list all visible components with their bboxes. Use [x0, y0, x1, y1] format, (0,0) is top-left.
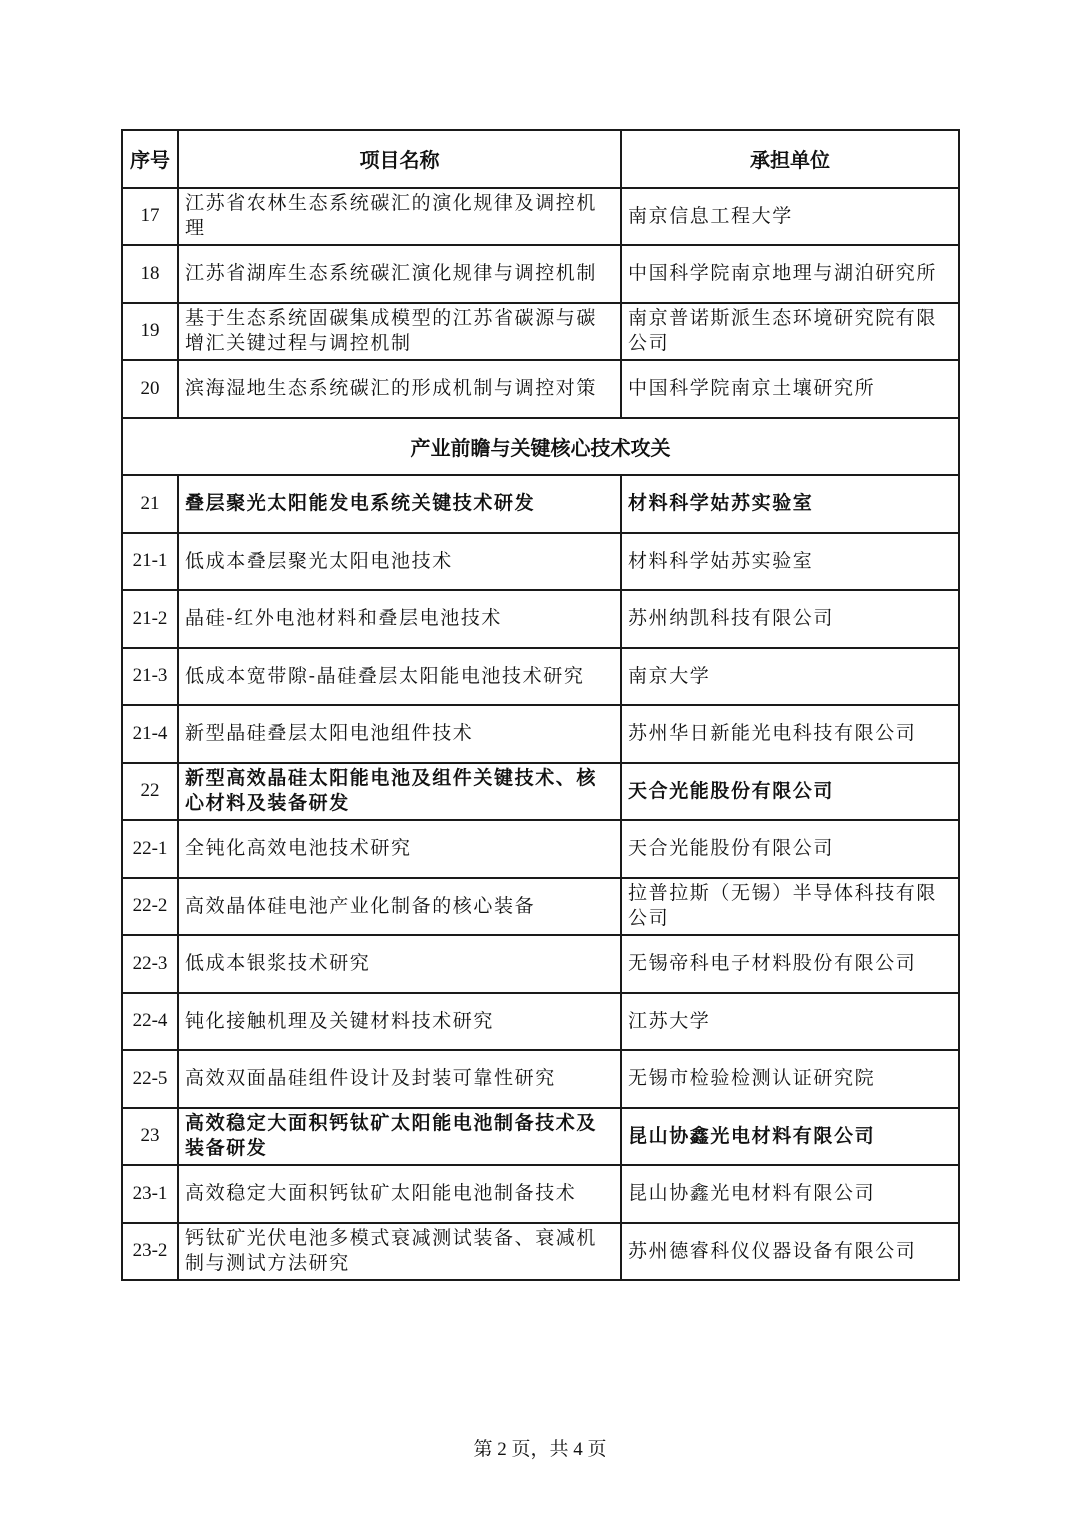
row-serial: 18 [122, 245, 178, 303]
table-row [122, 878, 959, 936]
table-row [122, 245, 959, 303]
row-serial: 22-2 [122, 878, 178, 936]
table-row [122, 1108, 959, 1166]
row-unit: 南京信息工程大学 [621, 188, 959, 246]
row-project-name: 新型晶硅叠层太阳电池组件技术 [178, 705, 621, 763]
row-serial: 21-2 [122, 590, 178, 648]
table-row [122, 303, 959, 361]
row-project-name: 低成本叠层聚光太阳电池技术 [178, 533, 621, 591]
row-unit: 昆山协鑫光电材料有限公司 [621, 1165, 959, 1223]
table-row [122, 590, 959, 648]
table-row [122, 1165, 959, 1223]
table-row [122, 648, 959, 706]
row-serial: 22-3 [122, 935, 178, 993]
row-serial: 20 [122, 360, 178, 418]
row-unit: 拉普拉斯（无锡）半导体科技有限公司 [621, 878, 959, 936]
row-serial: 19 [122, 303, 178, 361]
row-project-name: 钝化接触机理及关键材料技术研究 [178, 993, 621, 1051]
row-serial: 22-4 [122, 993, 178, 1051]
table-row [122, 1050, 959, 1108]
row-project-name: 江苏省湖库生态系统碳汇演化规律与调控机制 [178, 245, 621, 303]
row-project-name: 高效稳定大面积钙钛矿太阳能电池制备技术及装备研发 [178, 1108, 621, 1166]
row-project-name: 滨海湿地生态系统碳汇的形成机制与调控对策 [178, 360, 621, 418]
row-project-name: 叠层聚光太阳能发电系统关键技术研发 [178, 475, 621, 533]
row-serial: 22 [122, 763, 178, 821]
table-row [122, 360, 959, 418]
row-unit: 天合光能股份有限公司 [621, 763, 959, 821]
row-unit: 中国科学院南京地理与湖泊研究所 [621, 245, 959, 303]
table-row [122, 935, 959, 993]
row-serial: 21-3 [122, 648, 178, 706]
row-project-name: 新型高效晶硅太阳能电池及组件关键技术、核心材料及装备研发 [178, 763, 621, 821]
row-serial: 23-2 [122, 1223, 178, 1281]
row-unit: 苏州纳凯科技有限公司 [621, 590, 959, 648]
row-unit: 苏州华日新能光电科技有限公司 [621, 705, 959, 763]
row-project-name: 江苏省农林生态系统碳汇的演化规律及调控机理 [178, 188, 621, 246]
row-serial: 21-1 [122, 533, 178, 591]
row-unit: 昆山协鑫光电材料有限公司 [621, 1108, 959, 1166]
row-serial: 23-1 [122, 1165, 178, 1223]
table-row [122, 993, 959, 1051]
header-serial: 序号 [122, 130, 178, 188]
table-row [122, 763, 959, 821]
row-unit: 江苏大学 [621, 993, 959, 1051]
page-footer: 第 2 页，共 4 页 [473, 1439, 607, 1460]
row-serial: 17 [122, 188, 178, 246]
row-project-name: 高效双面晶硅组件设计及封装可靠性研究 [178, 1050, 621, 1108]
table-row [122, 1223, 959, 1281]
row-unit: 无锡帝科电子材料股份有限公司 [621, 935, 959, 993]
row-serial: 22-5 [122, 1050, 178, 1108]
row-project-name: 钙钛矿光伏电池多模式衰减测试装备、衰减机制与测试方法研究 [178, 1223, 621, 1281]
row-serial: 21-4 [122, 705, 178, 763]
header-unit: 承担单位 [621, 130, 959, 188]
row-serial: 22-1 [122, 820, 178, 878]
row-project-name: 低成本宽带隙-晶硅叠层太阳能电池技术研究 [178, 648, 621, 706]
row-serial: 21 [122, 475, 178, 533]
row-unit: 南京大学 [621, 648, 959, 706]
row-project-name: 高效晶体硅电池产业化制备的核心装备 [178, 878, 621, 936]
table-row [122, 188, 959, 246]
row-project-name: 高效稳定大面积钙钛矿太阳能电池制备技术 [178, 1165, 621, 1223]
row-unit: 无锡市检验检测认证研究院 [621, 1050, 959, 1108]
row-project-name: 低成本银浆技术研究 [178, 935, 621, 993]
table-row [122, 705, 959, 763]
section-title: 产业前瞻与关键核心技术攻关 [122, 418, 959, 476]
table-row [122, 533, 959, 591]
section-row [122, 418, 959, 476]
project-table [121, 129, 960, 1281]
row-unit: 南京普诺斯派生态环境研究院有限公司 [621, 303, 959, 361]
row-unit: 天合光能股份有限公司 [621, 820, 959, 878]
row-unit: 中国科学院南京土壤研究所 [621, 360, 959, 418]
header-project-name: 项目名称 [178, 130, 621, 188]
table-row [122, 475, 959, 533]
row-project-name: 全钝化高效电池技术研究 [178, 820, 621, 878]
row-project-name: 基于生态系统固碳集成模型的江苏省碳源与碳增汇关键过程与调控机制 [178, 303, 621, 361]
row-serial: 23 [122, 1108, 178, 1166]
table-row [122, 820, 959, 878]
row-unit: 材料科学姑苏实验室 [621, 533, 959, 591]
row-unit: 苏州德睿科仪仪器设备有限公司 [621, 1223, 959, 1281]
row-unit: 材料科学姑苏实验室 [621, 475, 959, 533]
table-header-row [122, 130, 959, 188]
row-project-name: 晶硅-红外电池材料和叠层电池技术 [178, 590, 621, 648]
